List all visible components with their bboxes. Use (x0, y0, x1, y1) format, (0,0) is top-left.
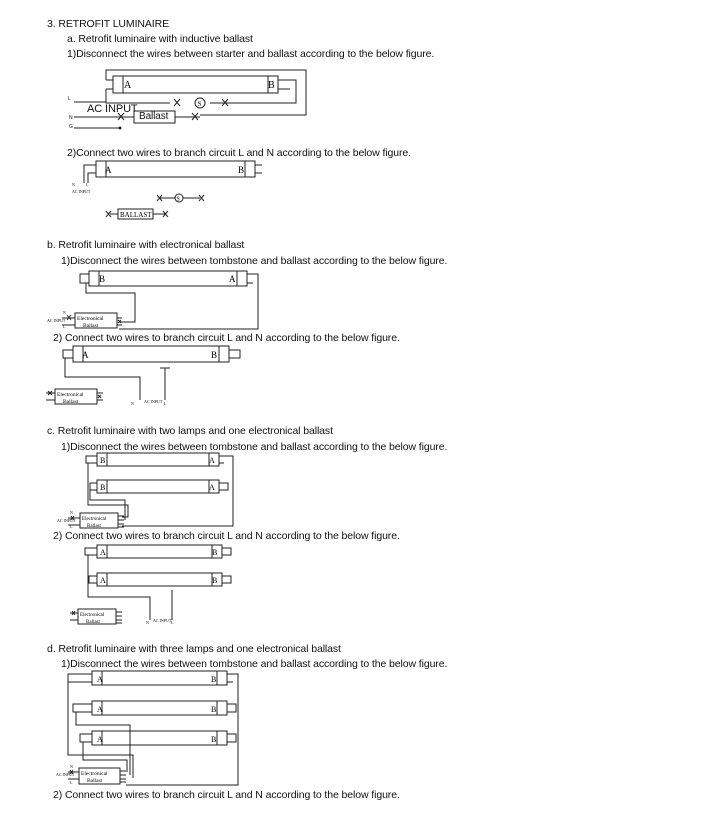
terminal-l: L (164, 401, 167, 406)
ballast-label-1: Electronical (80, 613, 105, 618)
terminal-n: N (131, 401, 134, 406)
terminal-l: L (68, 96, 71, 102)
cap-label-left: A (105, 165, 112, 175)
lamp-3-label-left: A (97, 735, 103, 744)
lamp-2-label-left: A (100, 576, 106, 585)
wire-right (126, 674, 238, 785)
ballast-label-1: Electronical (77, 316, 104, 322)
ballast-label: Ballast (139, 111, 169, 122)
lamp-2-label-right: A (209, 483, 215, 492)
ac-input-label: AC INPUT (56, 772, 75, 777)
section-d-title: d. Retrofit luminaire with three lamps and one electronical ballast (47, 643, 341, 655)
section-d-step2: 2) Connect two wires to branch circuit L and N according to the below figure. (53, 789, 400, 801)
terminal-l: L (70, 524, 73, 529)
cap-label-left: B (99, 274, 106, 284)
section-c-step2: 2) Connect two wires to branch circuit L and N according to the below figure. (53, 530, 400, 542)
lamp-2-label-right: B (211, 705, 217, 714)
lamp-2-cap-right (217, 701, 227, 715)
terminal-n: N (63, 310, 66, 315)
lamp-1-label-left: B (100, 456, 106, 465)
terminal-n: N (70, 510, 73, 515)
section-d-step1: 1)Disconnect the wires between tombstone and ballast according to the below figure. (61, 658, 448, 670)
section-a-title: a. Retrofit luminaire with inductive ballast (67, 33, 253, 45)
lamp-2-label-left: A (97, 705, 103, 714)
terminal-n: N (72, 182, 75, 187)
section-a-step2: 2)Connect two wires to branch circuit L and N according to the below figure. (67, 147, 411, 159)
cap-label-right: A (229, 274, 236, 284)
starter-label: S (176, 196, 180, 203)
terminal-l: L (86, 182, 89, 187)
ballast-label-2: Ballast (87, 524, 101, 529)
terminal-n: N (69, 115, 73, 121)
ac-input-label: AC INPUT (144, 399, 163, 404)
cap-label-right: B (211, 350, 218, 360)
ballast-label-1: Electronical (82, 517, 107, 522)
ballast-label-1: Electronical (57, 392, 84, 398)
section-b-title: b. Retrofit luminaire with electronical ballast (47, 239, 245, 251)
terminal-l: L (171, 620, 174, 625)
cap-label-right: B (238, 165, 245, 175)
section-a-step1: 1)Disconnect the wires between starter and ballast according to the below figure. (67, 48, 435, 60)
lamp-2-label-right: B (212, 576, 218, 585)
lamp-3-label-right: B (211, 735, 217, 744)
ac-input-label: AC INPUT (47, 318, 66, 323)
lamp-1-label-left: A (97, 675, 103, 684)
section-b-step1: 1)Disconnect the wires between tombstone and ballast according to the below figure. (61, 255, 448, 267)
lamp-3-cap-right (217, 731, 227, 745)
terminal-l: L (70, 780, 73, 785)
ballast-label: BALLAST (120, 211, 152, 219)
lamp-1-label-right: A (209, 456, 215, 465)
lamp-3-tube (92, 731, 227, 745)
section-b-step2: 2) Connect two wires to branch circuit L and N according to the below figure. (53, 332, 400, 344)
terminal-n: N (70, 764, 73, 769)
lamp-1-label-left: A (100, 548, 106, 557)
lamp-1-label-right: B (212, 548, 218, 557)
ac-input-label: AC INPUT (87, 103, 138, 115)
ballast-label-2: Ballast (83, 323, 99, 329)
cap-label-right: B (268, 80, 275, 91)
ballast-label-2: Ballast (87, 778, 103, 784)
terminal-l: L (63, 324, 66, 329)
lamp-2-tube (92, 701, 227, 715)
ac-input-label: AC INPUT (72, 189, 91, 194)
starter-label: S (197, 100, 202, 108)
ballast-label-2: Ballast (86, 620, 100, 625)
ballast-label-2: Ballast (63, 399, 79, 405)
ballast-label-1: Electronical (81, 771, 108, 777)
lamp-1-label-right: B (211, 675, 217, 684)
page-heading: 3. RETROFIT LUMINAIRE (47, 18, 169, 30)
lamp-1-cap-right (217, 671, 227, 685)
ac-input-label: AC INPUT (57, 518, 76, 523)
wire-left (68, 674, 133, 778)
lamp-2-label-left: B (100, 483, 106, 492)
terminal-g: G (69, 124, 73, 130)
lamp-1-tube (92, 671, 227, 685)
ac-input-label: AC INPUT (153, 618, 172, 623)
terminal-n: N (146, 620, 149, 625)
section-c-step1: 1)Disconnect the wires between tombstone and ballast according to the below figure. (61, 441, 448, 453)
cap-label-left: A (124, 80, 132, 91)
section-c-title: c. Retrofit luminaire with two lamps and one electronical ballast (47, 425, 333, 437)
cap-label-left: A (82, 350, 89, 360)
